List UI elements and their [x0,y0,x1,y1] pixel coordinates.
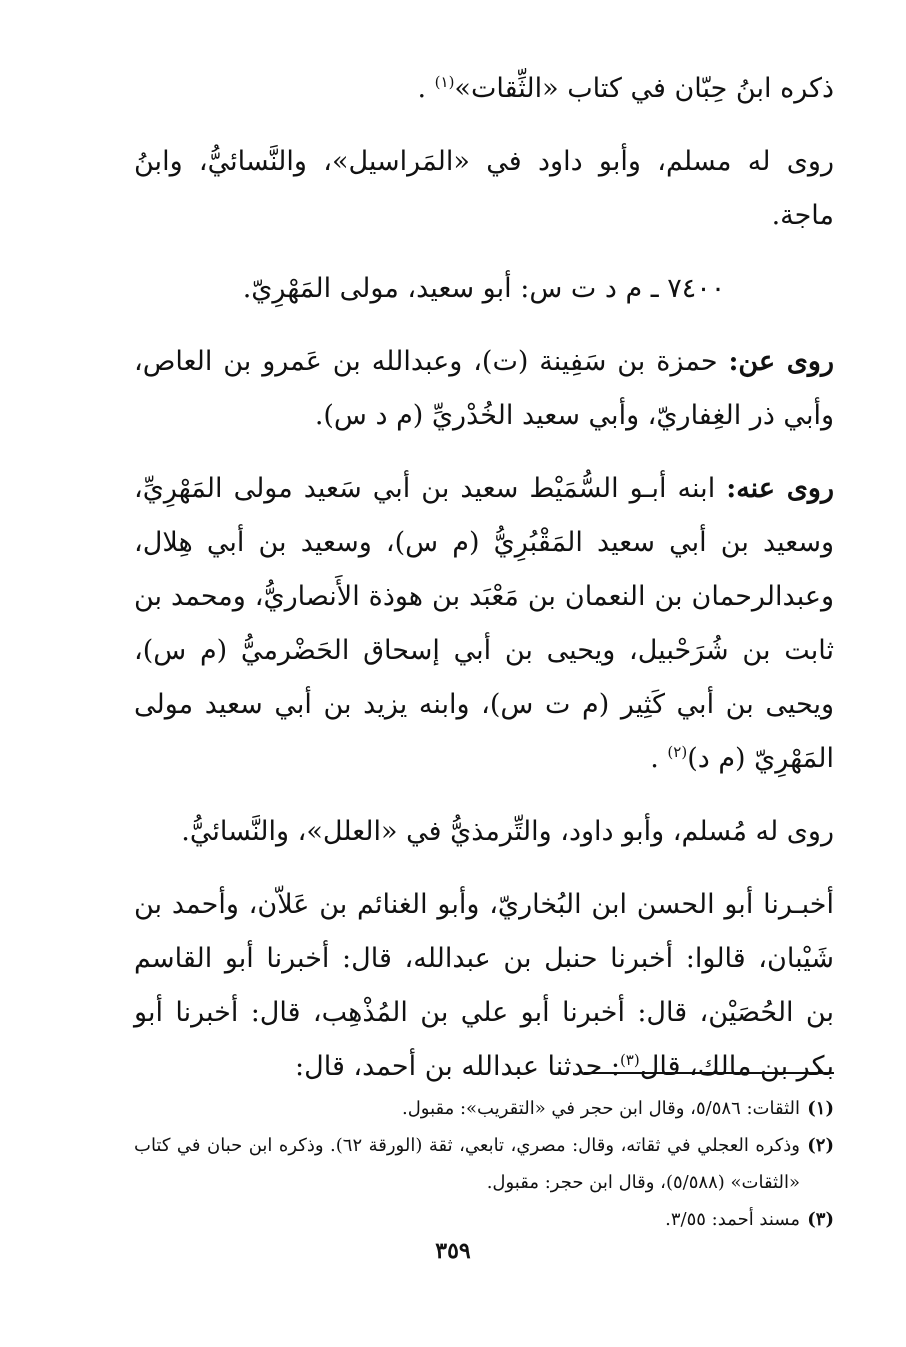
paragraph-ibn-hibban [134,62,834,116]
paragraph-isnad [134,878,834,1094]
footnote-ref-2[interactable]: (٢) [667,743,688,761]
footnote-ref-3[interactable]: (٣) [619,1051,640,1069]
narrates-from-label: روى عن: [728,346,834,377]
footnote-text: وذكره العجلي في ثقاته، وقال: مصري، تابعي، ثقة (الورقة ٦٢). وذكره ابن حبان في كتاب «الثقات» (٥/٥٨٨)، وقال ابن حجر: مقبول. [134,1135,800,1193]
footnotes [134,1090,834,1238]
paragraph-text: ذكره ابنُ حِبّان في كتاب «الثِّقات» [454,73,834,104]
footnote-3 [134,1201,834,1238]
main-text [134,62,834,1113]
paragraph-narrated-by-2: روى له مُسلم، وأبو داود، والتِّرمذيُّ في «العلل»، والنَّسائيُّ. [181,816,834,847]
paragraph-narrated-from-him [134,462,834,786]
paragraph-narrates-from [134,335,834,443]
page-number: ٣٥٩ [435,1238,471,1264]
footnote-2 [134,1127,834,1201]
narrated-from-him-text: ابنه أبـو السُّمَيْط سعيد بن أبي سَعيد مولى المَهْرِيِّ، وسعيد بن أبي سعيد المَقْبُرِيُّ (م س)، وسعيد بن أبي هِلال، وعبدالرحمان بن النعمان بن مَعْبَد بن هوذة الأَنصاريُّ، ومحمد بن ثابت بن شُرَحْبيل، ويحيى بن أبي إسحاق الحَضْرميُّ (م س)، ويحيى بن أبي كَثِير (م ت س)، وابنه يزيد بن أبي سعيد مولى المَهْرِيّ (م د) [134,473,834,774]
isnad-text-1: أخبـرنا أبو الحسن ابن البُخاريّ، وأبو الغنائم بن عَلاّن، وأحمد بن شَيْبان، قالوا: أخبرنا حنبل بن عبدالله، قال: أخبرنا أبو القاسم بن الحُصَيْن، قال: أخبرنا أبو علي بن المُذْهِب، قال: أخبرنا أبو بكر بن مالك، قال [134,889,834,1082]
paragraph-end: . [417,73,435,104]
footnote-1 [134,1090,834,1127]
footnote-ref-1[interactable]: (١) [434,73,455,91]
narrated-from-him-label: روى عنه: [726,473,834,504]
footnote-number: (١) [807,1098,834,1119]
isnad-text-2: : حدثنا عبدالله بن أحمد، قال: [295,1051,620,1082]
footnote-number: (٢) [807,1135,834,1156]
paragraph-end: . [650,743,668,774]
footnote-number: (٣) [807,1209,834,1230]
footnote-divider [584,1072,834,1074]
footnote-text: مسند أحمد: ٣/٥٥. [665,1209,800,1230]
narrates-from-text: حمزة بن سَفِينة (ت)، وعبدالله بن عَمرو بن العاص، وأبي ذر الغِفاريّ، وأبي سعيد الخُدْريِّ (م د س). [134,346,834,431]
paragraph-narrated-by: روى له مسلم، وأبو داود في «المَراسيل»، والنَّسائيُّ، وابنُ ماجة. [134,146,834,231]
footnote-text: الثقات: ٥/٥٨٦، وقال ابن حجر في «التقريب»: مقبول. [401,1098,800,1119]
entry-heading: ٧٤٠٠ ـ م د ت س: أبو سعيد، مولى المَهْرِيّ. [242,273,726,304]
